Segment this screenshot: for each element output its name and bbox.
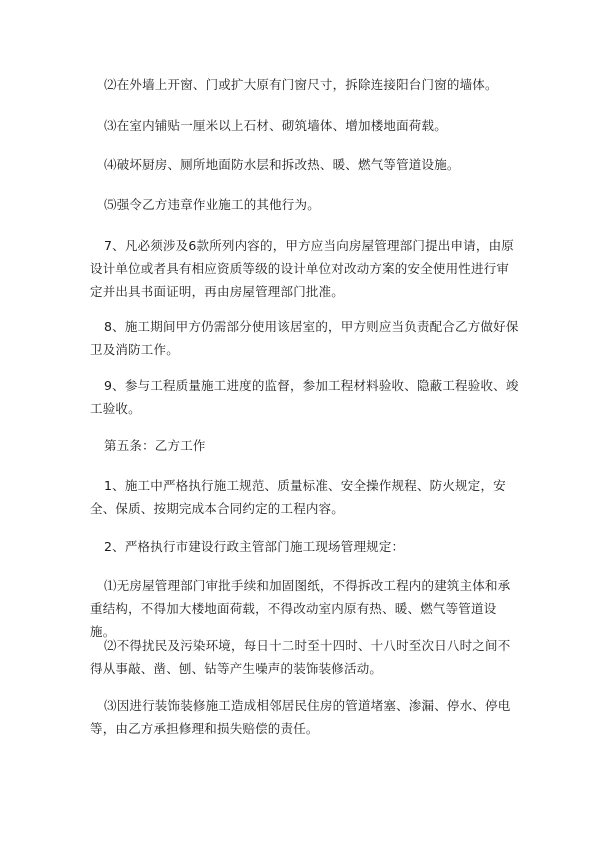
paragraph-clause-2-4: ⑷破坏厨房、厕所地面防水层和拆改热、暖、燃气等管道设施。 [104, 157, 460, 172]
paragraph-sub-item-3: ⑶因进行装饰装修施工造成相邻居民住房的管道堵塞、渗漏、停水、停电等，由乙方承担修理和损失赔偿的责任。 [90, 698, 511, 736]
paragraph-item-1: 1、施工中严格执行施工规范、质量标准、安全操作规程、防火规定，安全、保质、按期完成本合同约定的工程内容。 [90, 478, 506, 516]
paragraph-item-2: 2、严格执行市建设行政主管部门施工现场管理规定： [104, 539, 405, 554]
paragraph-clause-2-3: ⑶在室内铺贴一厘米以上石材、砌筑墙体、增加楼地面荷载。 [104, 118, 447, 133]
paragraph-item-8: 8、施工期间甲方仍需部分使用该居室的，甲方则应当负责配合乙方做好保卫及消防工作。 [90, 319, 519, 357]
paragraph-sub-item-1: ⑴无房屋管理部门审批手续和加固图纸，不得拆改工程内的建筑主体和承重结构，不得加大楼地面荷载，不得改动室内原有热、暖、燃气等管道设施。 [90, 578, 511, 639]
paragraph-clause-2-2: ⑵在外墙上开窗、门或扩大原有门窗尺寸，拆除连接阳台门窗的墙体。 [104, 77, 498, 92]
paragraph-sub-item-2: ⑵不得扰民及污染环境，每日十二时至十四时、十八时至次日八时之间不得从事敲、凿、刨、钻等产生噪声的装饰装修活动。 [90, 638, 511, 676]
section-heading-article-5: 第五条：乙方工作 [104, 438, 206, 453]
paragraph-clause-2-5: ⑸强令乙方违章作业施工的其他行为。 [104, 197, 320, 212]
paragraph-item-9: 9、参与工程质量施工进度的监督，参加工程材料验收、隐蔽工程验收、竣工验收。 [90, 378, 519, 416]
paragraph-item-7: 7、凡必须涉及6款所列内容的，甲方应当向房屋管理部门提出申请，由原设计单位或者具有相应资质等级的设计单位对改动方案的安全使用性进行审定并出具书面证明，再由房屋管理部门批准。 [90, 238, 515, 299]
